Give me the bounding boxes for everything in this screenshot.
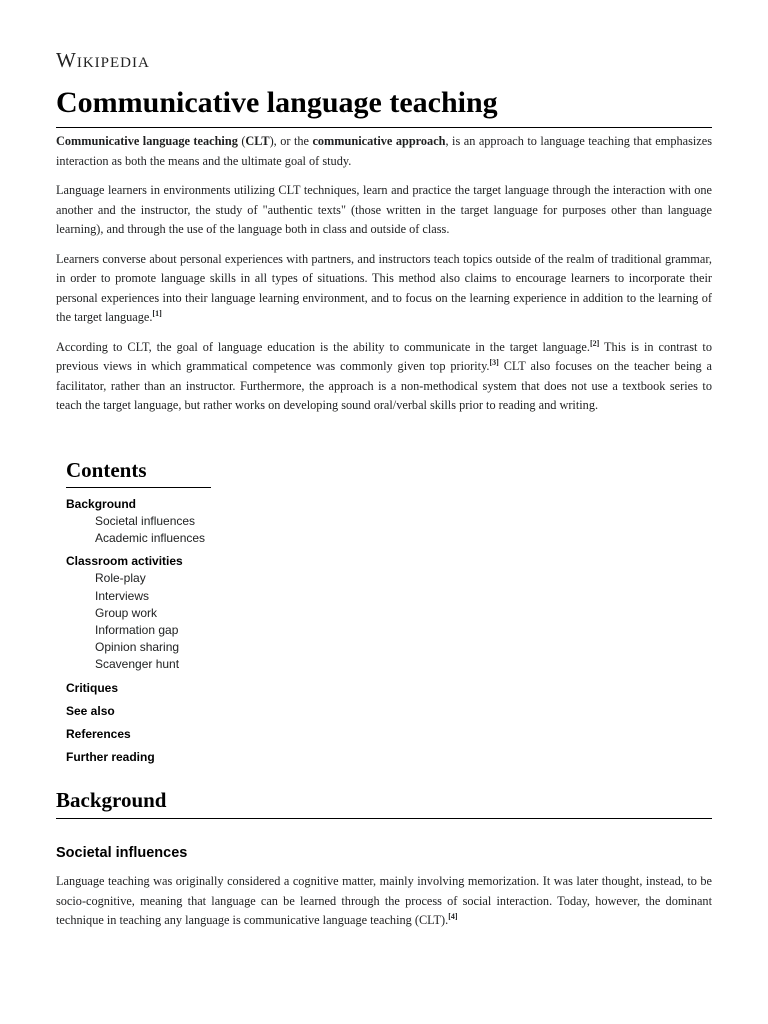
intro-paragraph-3: Learners converse about personal experiences with partners, and instructors teach topics outside of the realm of traditional grammar, in order to promote language skills in all types of situations. This method also claims to encourage learners to incorporate their personal experiences into their language learning environment, and to focus on the learning experience in addition to the learning of the target language.[1] [56,251,712,324]
toc-item-critiques[interactable]: Critiques [66,680,119,695]
toc-item-role-play[interactable]: Role-play [95,571,146,586]
toc-item-interviews[interactable]: Interviews [95,588,150,603]
toc-item-information-gap[interactable]: Information gap [95,623,179,638]
citation-link[interactable]: [1] [152,309,162,318]
toc-item-group-work[interactable]: Group work [95,605,158,620]
toc-item-scavenger-hunt[interactable]: Scavenger hunt [95,657,180,672]
intro-body [56,132,712,426]
toc-item-references[interactable]: References [66,726,131,741]
toc-title: Contents [66,458,211,488]
table-of-contents [66,458,266,768]
bold-term: Communicative language teaching [56,134,238,148]
toc-item-background[interactable]: Background [66,497,137,511]
toc-item-societal-influences[interactable]: Societal influences [95,514,196,528]
subsection-heading-societal-influences: Societal influences [56,845,188,861]
toc-item-further-reading[interactable]: Further reading [66,749,155,764]
intro-paragraph-2: Language learners in environments utilizing CLT techniques, learn and practice the target language through the interaction with one another and the instructor, the study of "authentic texts" (those written in the target language for purposes other than language learning), and through the use of the language both in class and outside of class. [56,183,712,236]
section-heading-background: Background [56,786,712,819]
page-title: Communicative language teaching [56,84,712,128]
toc-item-classroom-activities[interactable]: Classroom activities [66,554,183,569]
bold-term-2: communicative approach [312,134,446,148]
citation-link[interactable]: [3] [489,358,499,367]
intro-paragraph-4: According to CLT, the goal of language education is the ability to communicate in the target language.[2] This is in contrast to previous views in which grammatical competence was commonly given top priority.[3] CLT also focuses on the teacher being a facilitator, rather than an instructor. Furthermore, the approach is a non-methodical system that does not use a textbook series to teach the target language, but rather works on developing sound oral/verbal skills prior to reading and writing. [56,338,713,412]
section-paragraph: Language teaching was originally considered a cognitive matter, mainly involving memorization. It was later thought, instead, to be socio-cognitive, meaning that language can be learned through the process of social interaction. Today, however, the dominant technique in teaching any language is communicative language teaching (CLT).[4] [56,874,712,927]
bold-abbr: CLT [245,134,270,148]
toc-item-see-also[interactable]: See also [66,703,115,718]
wikipedia-logo[interactable]: Wikipedia [56,48,150,72]
citation-link[interactable]: [4] [448,912,458,921]
citation-link[interactable]: [2] [589,338,600,348]
toc-item-opinion-sharing[interactable]: Opinion sharing [95,640,180,655]
toc-item-academic-influences[interactable]: Academic influences [95,531,206,546]
intro-paragraph-1: Communicative language teaching (CLT), or the communicative approach, is an approach to language teaching that emphasizes interaction as both the means and the ultimate goal of study. [56,134,712,168]
